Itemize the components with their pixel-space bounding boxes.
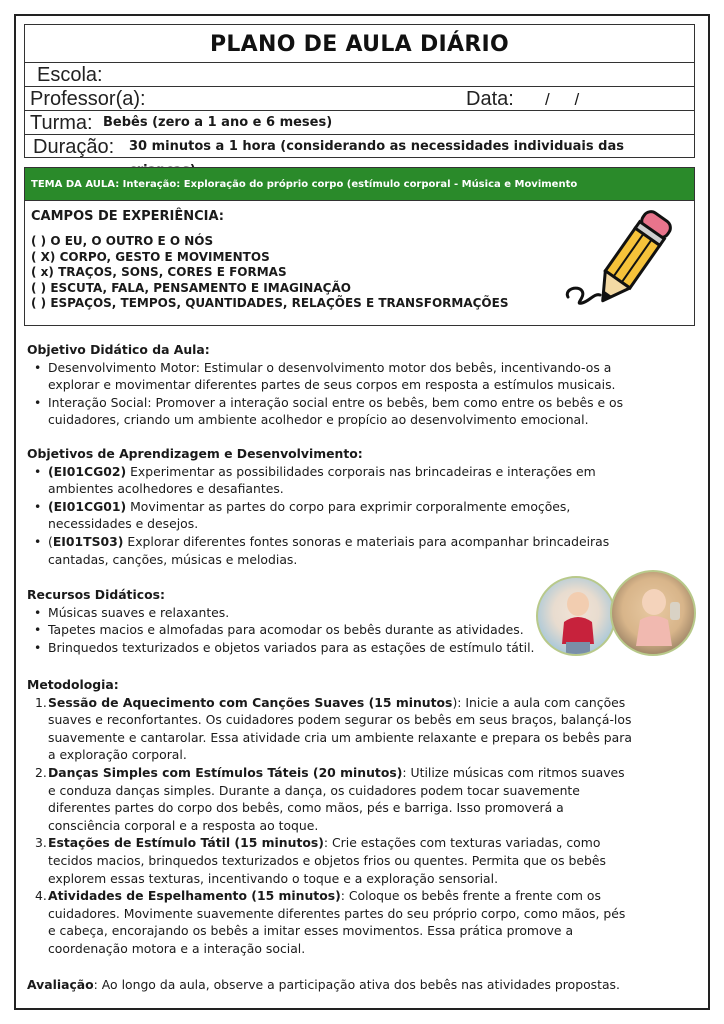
escola-row [25,63,694,87]
list-item: • (EI01CG02) Experimentar as possibilidades corporais nas brincadeiras e interações em ambientes acolhedores e desafiantes. [27,463,627,498]
recursos-section [27,586,537,656]
metodologia-title: Metodologia: [27,677,119,692]
aprendizagem-title: Objetivos de Aprendizagem e Desenvolvimento: [27,446,363,461]
bncc-code: EI01TS03) [52,533,124,549]
avaliacao-label: Avaliação [27,977,94,992]
list-item: 2. Danças Simples com Estímulos Táteis (20 minutos): Utilize músicas com ritmos suaves e conduza danças simples. Durante a dança, os cuidadores podem tocar suavemente diferentes partes do corpo dos bebês, como mãos, pés e barriga. Isso promoverá a consciência corporal e a resposta ao toque. [35,764,625,833]
professor-row [25,87,694,111]
campos-item: ( X) CORPO, GESTO E MOVIMENTOS [31,249,270,264]
list-item: • Músicas suaves e relaxantes. [27,604,537,622]
list-item: • (EI01CG01) Movimentar as partes do corpo para exprimir corporalmente emoções, necessidades e desejos. [27,498,627,533]
aprendizagem-section [27,445,627,568]
campos-item: ( ) ESCUTA, FALA, PENSAMENTO E IMAGINAÇÃO [31,280,351,295]
escola-label: Escola: [37,64,103,86]
pencil-icon [560,205,680,315]
list-item: • Tapetes macios e almofadas para acomodar os bebês durante as atividades. [27,621,537,639]
metodologia-section [27,676,632,958]
avaliacao-text: : Ao longo da aula, observe a participação ativa dos bebês nas atividades propostas. [93,977,620,992]
campos-item: ( x) TRAÇOS, SONS, CORES E FORMAS [31,265,287,279]
baby-photo [536,576,616,656]
duracao-label: Duração: [33,136,115,158]
objetivo-section [27,341,627,429]
list-item: 1. Sessão de Aquecimento com Canções Suaves (15 minutos): Inicie a aula com canções suaves e reconfortantes. Os cuidadores podem segurar os bebês em seus braços, balançá-los suavemente e cantarolar. Essa atividade cria um ambiente relaxante e prepara os bebês para a exploração corporal. [35,694,632,763]
list-item: 3. Estações de Estímulo Tátil (15 minutos): Crie estações com texturas variadas, como tecidos macios, brinquedos texturizados e objetos frios ou quentes. Permita que os bebês explorem essas texturas, incentivando o toque e a exploração sensorial. [35,835,606,886]
duracao-row [25,135,694,159]
list-item: • Desenvolvimento Motor: Estimular o desenvolvimento motor dos bebês, incentivando-os a explorar e movimentar diferentes partes de seus corpos em resposta a estímulos musicais. [27,359,627,394]
recursos-title: Recursos Didáticos: [27,587,165,602]
turma-label: Turma: [30,112,93,134]
header-box [24,24,695,158]
professor-label: Professor(a): [30,88,146,110]
campos-item: ( ) ESPAÇOS, TEMPOS, QUANTIDADES, RELAÇÕES E TRANSFORMAÇÕES [31,296,509,310]
date-value: / / [545,90,580,109]
turma-value: Bebês (zero a 1 ano e 6 meses) [103,115,333,130]
avaliacao-section [27,976,667,994]
list-item: 4. Atividades de Espelhamento (15 minutos): Coloque os bebês frente a frente com os cuidadores. Movimente suavemente diferentes partes do seu próprio corpo, como mãos, pés e cabeça, encorajando os bebês a imitar esses movimentos. Essa prática promove a coordenação motora e a interação social. [35,888,626,956]
theme-bar: TEMA DA AULA: Interação: Exploração do próprio corpo (estímulo corporal - Música e Movimento [24,167,695,200]
page-title: PLANO DE AULA DIÁRIO [25,25,694,63]
list-item: • Brinquedos texturizados e objetos variados para as estações de estímulo tátil. [27,639,537,657]
campos-title: CAMPOS DE EXPERIÊNCIA: [31,209,225,224]
campos-item: ( ) O EU, O OUTRO E O NÓS [31,234,214,248]
bncc-code: (EI01CG02) [48,463,127,479]
data-label: Data: [466,88,514,110]
turma-row [25,111,694,135]
list-item: • Interação Social: Promover a interação social entre os bebês, bem como entre os bebês e os cuidadores, criando um ambiente acolhedor e propício ao desenvolvimento emocional. [27,394,627,429]
bncc-code: (EI01CG01) [48,498,127,514]
duracao-value: 30 minutos a 1 hora (considerando as necessidades individuais das [129,139,624,154]
list-item: • (EI01TS03) Explorar diferentes fontes sonoras e materiais para acompanhar brincadeiras cantadas, canções, músicas e melodias. [27,533,627,568]
objetivo-title: Objetivo Didático da Aula: [27,342,210,357]
baby-photo [610,570,696,656]
